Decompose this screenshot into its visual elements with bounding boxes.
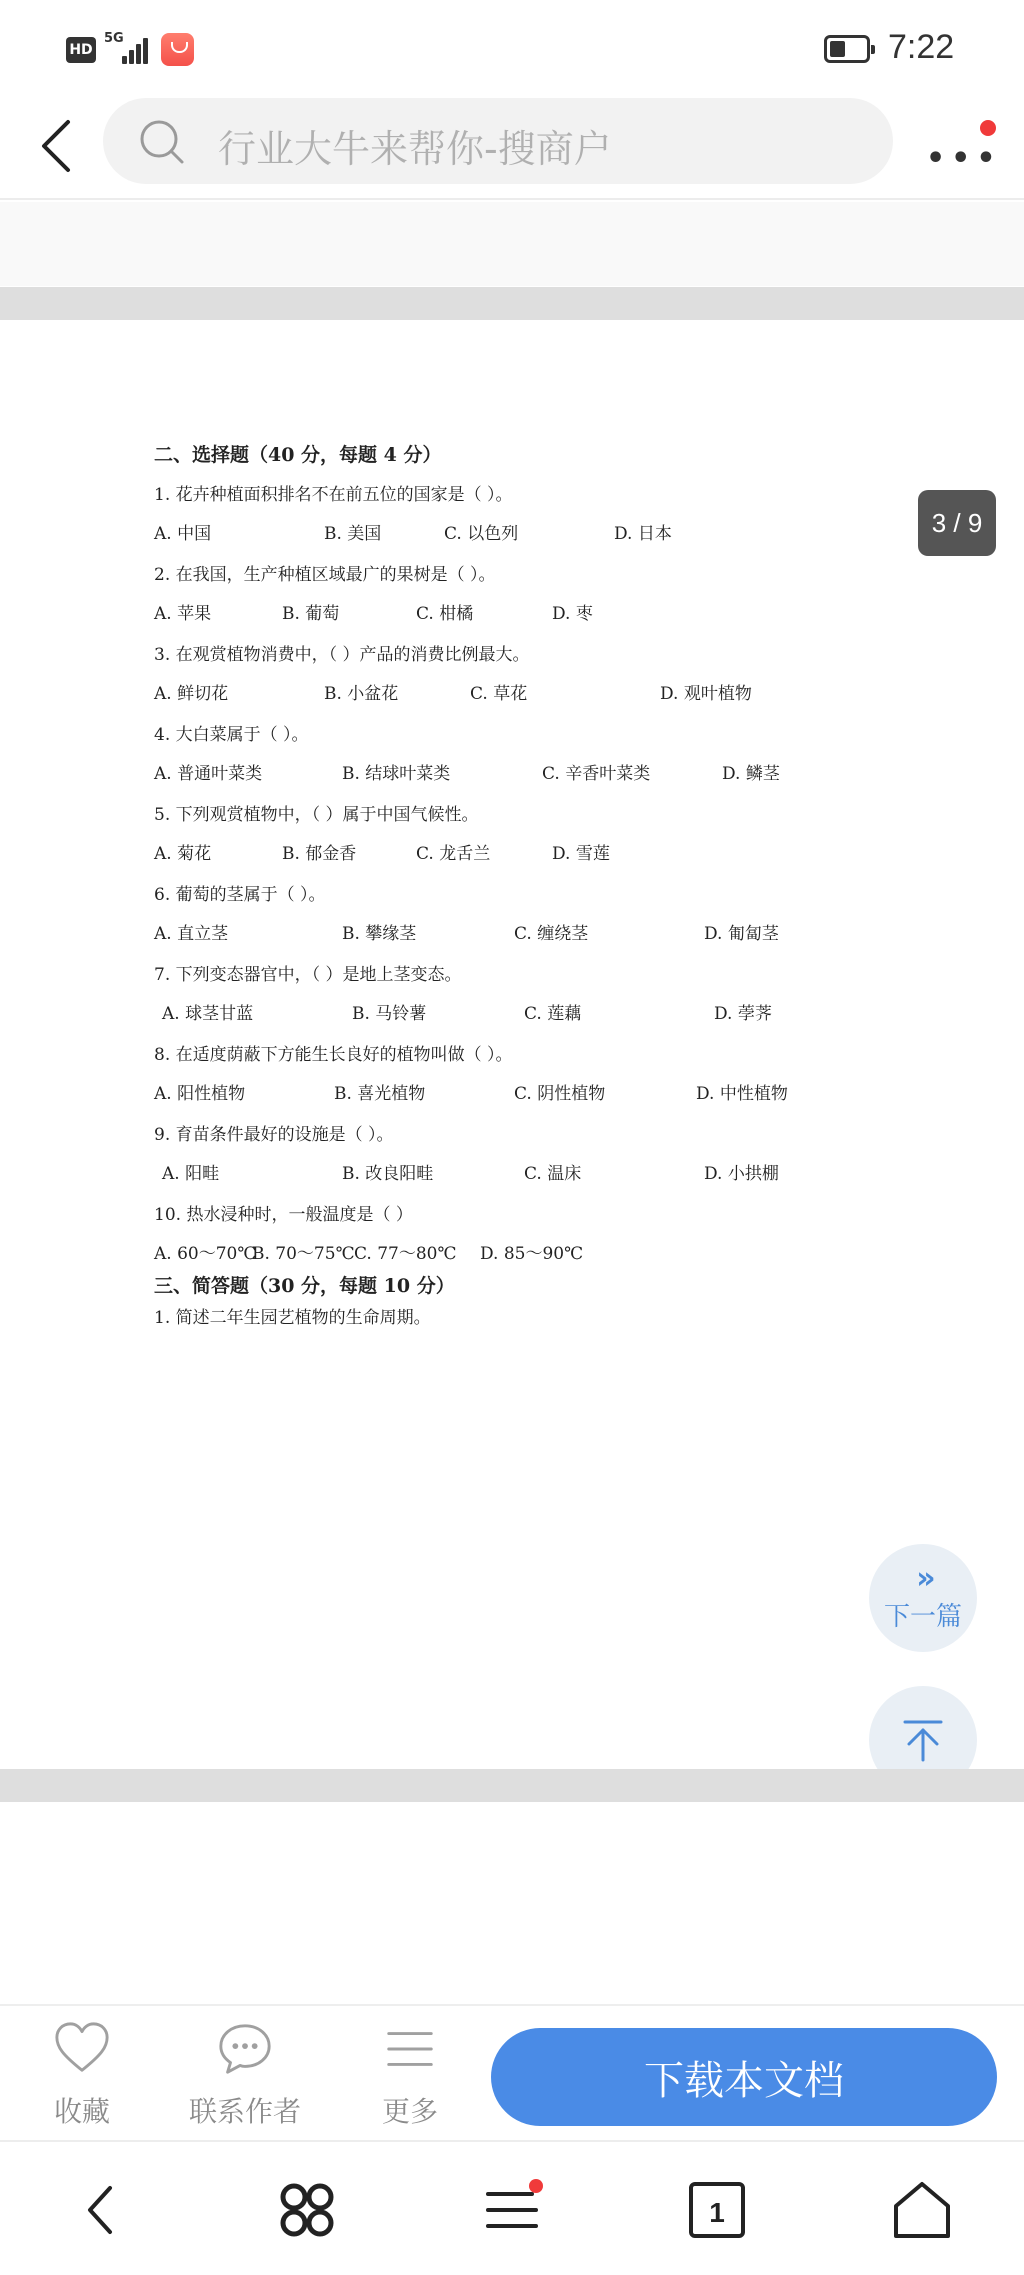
answer-option: A. 阳性植物 — [154, 1084, 246, 1104]
answer-option: A. 60～70℃ — [154, 1244, 257, 1264]
question-text: 4. 大白菜属于（ ）。 — [154, 725, 309, 745]
answer-option: D. 雪莲 — [552, 844, 610, 864]
download-button[interactable]: 下载本文档 — [491, 2028, 997, 2126]
heart-icon — [52, 2020, 112, 2078]
signal-icon — [122, 34, 154, 64]
answer-option: D. 鳞茎 — [722, 764, 780, 784]
nav-back-icon — [70, 2178, 134, 2242]
home-icon — [890, 2178, 954, 2242]
contact-author-button[interactable] — [175, 2020, 315, 2130]
answer-option: D. 荸荠 — [714, 1004, 772, 1024]
browser-nav-bar — [0, 2140, 1024, 2275]
answer-option: B. 攀缘茎 — [342, 924, 417, 944]
more-dots-icon: ••• — [926, 141, 1002, 176]
top-bar — [0, 96, 1024, 200]
answer-option: B. 改良阳畦 — [342, 1164, 434, 1184]
answer-option: C. 莲藕 — [524, 1004, 582, 1024]
answer-option: B. 马铃薯 — [352, 1004, 427, 1024]
document-page[interactable] — [0, 320, 1024, 1768]
more-label: 更多 — [381, 2095, 438, 2128]
answer-option: C. 缠绕茎 — [514, 924, 589, 944]
answer-options — [154, 763, 794, 785]
answer-option: C. 草花 — [470, 684, 528, 704]
answer-options — [154, 1243, 794, 1265]
previous-page-end — [0, 202, 1024, 286]
question-text: 9. 育苗条件最好的设施是（ ）。 — [154, 1125, 394, 1145]
app-notification-icon — [161, 33, 194, 66]
more-button[interactable] — [340, 2020, 480, 2130]
answer-options — [154, 1003, 794, 1025]
clock: 7:22 — [888, 28, 955, 66]
answer-option: D. 匍匐茎 — [704, 924, 779, 944]
tabs-icon — [685, 2178, 749, 2242]
page-indicator: 3 / 9 — [918, 490, 996, 556]
answer-option: A. 球茎甘蓝 — [162, 1004, 254, 1024]
next-article-button[interactable] — [869, 1544, 977, 1652]
menu-icon — [480, 2178, 544, 2242]
chat-bubble-icon — [215, 2020, 275, 2078]
answer-option: C. 龙舌兰 — [416, 844, 491, 864]
answer-option: D. 日本 — [614, 524, 672, 544]
answer-option: D. 中性植物 — [696, 1084, 788, 1104]
page-separator — [0, 287, 1024, 320]
question-text: 3. 在观赏植物消费中，（ ）产品的消费比例最大。 — [154, 645, 530, 665]
answer-option: B. 小盆花 — [324, 684, 399, 704]
answer-option: A. 直立茎 — [154, 924, 229, 944]
favorite-button[interactable] — [12, 2020, 152, 2130]
question-text: 2. 在我国，生产种植区域最广的果树是（ ）。 — [154, 565, 496, 585]
answer-option: B. 郁金香 — [282, 844, 357, 864]
answer-option: A. 苹果 — [154, 604, 212, 624]
answer-option: C. 柑橘 — [416, 604, 474, 624]
question-text: 1. 花卉种植面积排名不在前五位的国家是（ ）。 — [154, 485, 513, 505]
answer-options — [154, 1163, 794, 1185]
search-icon — [139, 119, 185, 165]
answer-option: B. 美国 — [324, 524, 382, 544]
page-separator-bottom — [0, 1769, 1024, 1802]
battery-icon — [824, 35, 870, 63]
nav-back-button[interactable] — [62, 2172, 142, 2248]
answer-option: B. 喜光植物 — [334, 1084, 426, 1104]
tab-count: 1 — [709, 2197, 725, 2228]
contact-author-label: 联系作者 — [188, 2095, 301, 2128]
search-bar[interactable] — [103, 98, 893, 184]
shortcut-button[interactable] — [267, 2172, 347, 2248]
answer-option: D. 85～90℃ — [480, 1244, 584, 1264]
section-heading: 三、简答题（30 分，每题 10 分） — [154, 1275, 455, 1297]
answer-option: B. 结球叶菜类 — [342, 764, 451, 784]
answer-option: A. 普通叶菜类 — [154, 764, 263, 784]
question-text: 6. 葡萄的茎属于（ ）。 — [154, 885, 326, 905]
question-text: 1. 简述二年生园艺植物的生命周期。 — [154, 1308, 431, 1328]
answer-option: A. 菊花 — [154, 844, 212, 864]
answer-options — [154, 1083, 794, 1105]
answer-option: A. 鲜切花 — [154, 684, 229, 704]
notification-dot — [980, 120, 996, 136]
question-text: 8. 在适度荫蔽下方能生长良好的植物叫做（ ）。 — [154, 1045, 513, 1065]
home-button[interactable] — [882, 2172, 962, 2248]
list-icon — [380, 2020, 440, 2078]
back-button[interactable] — [28, 114, 84, 178]
answer-option: C. 辛香叶菜类 — [542, 764, 651, 784]
section-heading: 二、选择题（40 分，每题 4 分） — [154, 444, 442, 466]
back-arrow-icon — [36, 116, 76, 176]
answer-option: C. 阴性植物 — [514, 1084, 606, 1104]
question-text: 5. 下列观赏植物中，（ ）属于中国气候性。 — [154, 805, 479, 825]
answer-options — [154, 523, 794, 545]
search-placeholder: 行业大牛来帮你-搜商户 — [218, 127, 612, 171]
shortcut-icon — [275, 2178, 339, 2242]
question-text: 7. 下列变态器官中，（ ）是地上茎变态。 — [154, 965, 462, 985]
answer-option: B. 葡萄 — [282, 604, 340, 624]
status-bar — [0, 0, 1024, 96]
answer-option: A. 中国 — [154, 524, 212, 544]
answer-options — [154, 683, 794, 705]
answer-option: C. 以色列 — [444, 524, 519, 544]
next-article-label: 下一篇 — [883, 1601, 962, 1632]
answer-option: D. 观叶植物 — [660, 684, 752, 704]
answer-option: B. 70～75℃ — [252, 1244, 355, 1264]
double-chevron-icon: » — [916, 1560, 930, 1596]
tabs-button[interactable] — [677, 2172, 757, 2248]
answer-option: C. 温床 — [524, 1164, 582, 1184]
favorite-label: 收藏 — [53, 2095, 110, 2128]
answer-options — [154, 923, 794, 945]
action-bar — [0, 2004, 1024, 2140]
answer-options — [154, 603, 794, 625]
back-to-top-icon — [899, 1716, 947, 1764]
answer-option: C. 77～80℃ — [354, 1244, 457, 1264]
hd-badge: HD — [66, 37, 96, 63]
answer-option: D. 枣 — [552, 604, 593, 624]
menu-button[interactable] — [472, 2172, 552, 2248]
question-text: 10. 热水浸种时，一般温度是（ ） — [154, 1205, 413, 1225]
answer-option: D. 小拱棚 — [704, 1164, 779, 1184]
network-type: 5G — [104, 31, 124, 46]
more-menu-button[interactable] — [918, 116, 1002, 176]
answer-options — [154, 843, 794, 865]
answer-option: A. 阳畦 — [162, 1164, 220, 1184]
